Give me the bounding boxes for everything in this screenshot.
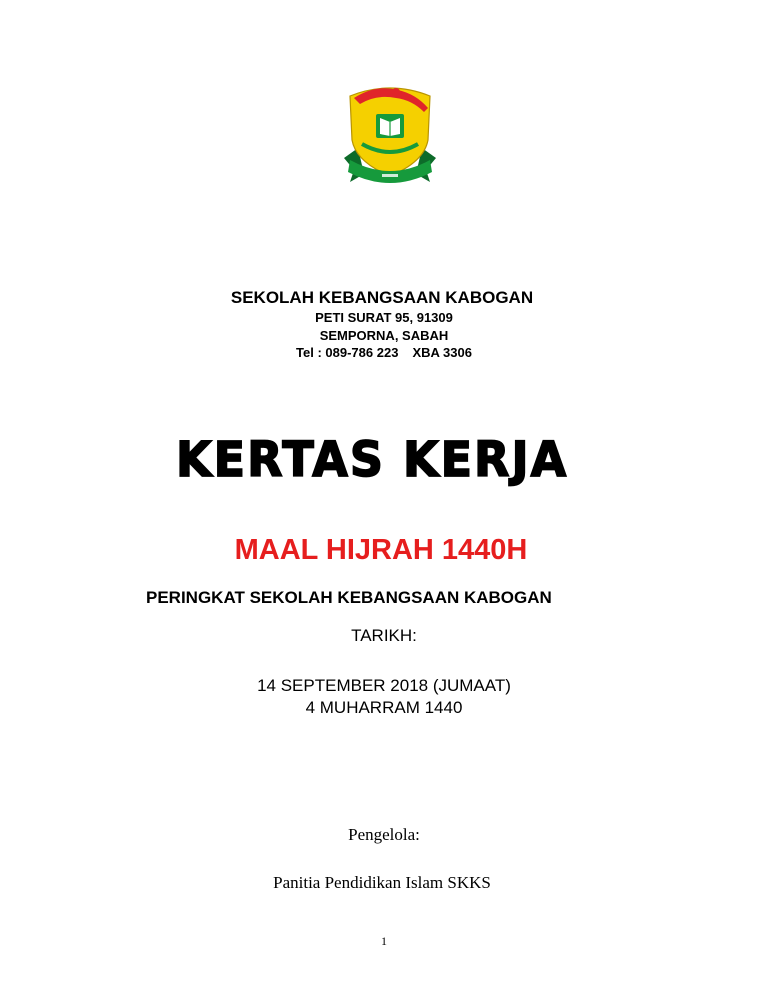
event-dates <box>0 675 768 719</box>
address-line-1: PETI SURAT 95, 91309 <box>315 310 453 325</box>
document-title: KERTAS KERJA <box>176 430 569 488</box>
school-header <box>0 287 768 362</box>
school-code: XBA 3306 <box>412 345 472 360</box>
event-title: MAAL HIJRAH 1440H <box>234 534 528 566</box>
organizer-name: Panitia Pendidikan Islam SKKS <box>273 873 491 892</box>
school-crest-logo <box>336 78 444 194</box>
page-number: 1 <box>381 934 387 948</box>
date-label: TARIKH: <box>351 626 417 645</box>
contact-line <box>0 344 768 362</box>
organizer-label: Pengelola: <box>348 825 420 844</box>
date-hijri: 4 MUHARRAM 1440 <box>305 698 463 717</box>
date-gregorian: 14 SEPTEMBER 2018 (JUMAAT) <box>257 676 511 695</box>
event-level: PERINGKAT SEKOLAH KEBANGSAAN KABOGAN <box>146 588 552 607</box>
address-line-2: SEMPORNA, SABAH <box>319 327 449 343</box>
red-dot <box>392 88 400 96</box>
school-name: SEKOLAH KEBANGSAAN KABOGAN <box>230 288 534 307</box>
telephone: Tel : 089-786 223 <box>296 345 399 360</box>
